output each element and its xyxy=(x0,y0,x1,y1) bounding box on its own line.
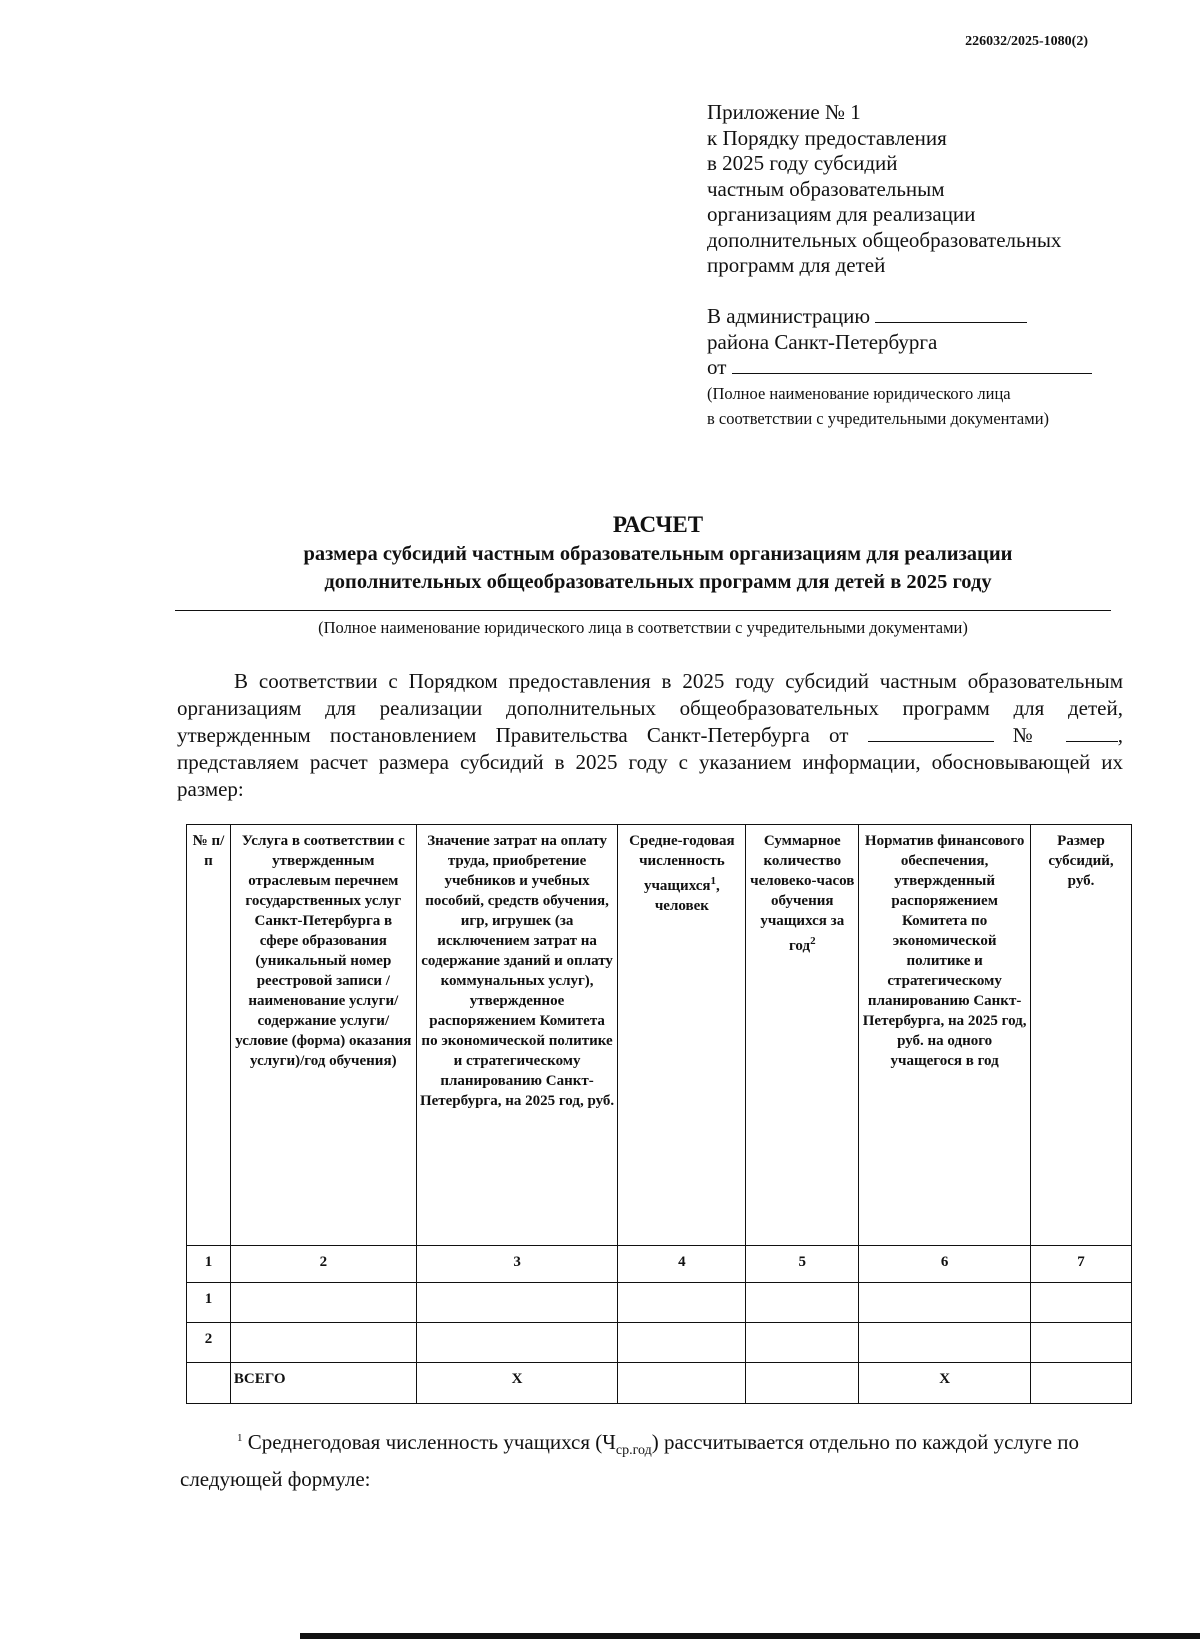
footnote-number: 1 xyxy=(237,1432,243,1444)
footnote xyxy=(180,1424,1128,1494)
header-cell: Размер субсидий, руб. xyxy=(1031,825,1132,1246)
document-number: 226032/2025-1080(2) xyxy=(965,34,1088,49)
document-title xyxy=(175,510,1141,596)
table-cell xyxy=(746,1323,859,1363)
header-cell xyxy=(618,825,746,1246)
table-cell xyxy=(618,1283,746,1323)
recipient-note-1: (Полное наименование юридического лица xyxy=(707,383,1011,403)
appendix-line: организациям для реализации xyxy=(707,202,976,226)
table-cell xyxy=(746,1283,859,1323)
recipient-from: от xyxy=(707,355,727,379)
header-cell-text: Средне-годовая численность учащихся xyxy=(629,833,735,894)
appendix-line: частным образовательным xyxy=(707,176,945,201)
recipient-to: В администрацию xyxy=(707,304,871,328)
header-cell-suffix: , человек xyxy=(654,878,720,914)
column-number: 4 xyxy=(618,1246,746,1283)
table-cell xyxy=(230,1283,416,1323)
footnote-mark: 1 xyxy=(710,875,717,887)
column-number: 1 xyxy=(187,1246,231,1283)
table-cell xyxy=(618,1363,746,1404)
appendix-block xyxy=(707,100,1061,279)
body-from: от xyxy=(828,723,849,747)
table-cell xyxy=(1031,1283,1132,1323)
title-sub-line-1: размера субсидий частным образовательным организациям для реализации xyxy=(303,543,1013,565)
footnote-text-b: ) рассчитывается отдельно по каждой услуге по следующей формуле: xyxy=(180,1430,1080,1492)
table-cell xyxy=(1031,1363,1132,1404)
body-text-1: В соответствии с Порядком предоставления в 2025 году субсидий частным образовательным организациям для реализации дополнительных общеобразовательных программ для детей, утвержденным постановлением Правительства Санкт-Петербурга xyxy=(177,669,1123,747)
column-number: 5 xyxy=(746,1246,859,1283)
body-number-sign: № xyxy=(1012,723,1047,747)
table-cell xyxy=(859,1323,1031,1363)
title-sub-line-2: дополнительных общеобразовательных программ для детей в 2025 году xyxy=(324,571,992,593)
header-cell xyxy=(746,825,859,1246)
org-name-blank-line xyxy=(175,610,1111,611)
body-paragraph xyxy=(177,668,1123,803)
row-number: 2 xyxy=(187,1323,231,1363)
column-number: 2 xyxy=(230,1246,416,1283)
column-number: 6 xyxy=(859,1246,1031,1283)
column-number-row xyxy=(187,1246,1132,1283)
recipient-note-2: в соответствии с учредительными документами) xyxy=(707,408,1050,428)
table-cell xyxy=(859,1283,1031,1323)
appendix-line: в 2025 году субсидий xyxy=(707,151,898,175)
recipient-district: района Санкт-Петербурга xyxy=(707,329,938,354)
appendix-line: к Порядку предоставления xyxy=(707,125,947,150)
total-label: ВСЕГО xyxy=(230,1363,416,1404)
org-name-caption: (Полное наименование юридического лица в соответствии с учредительными документами) xyxy=(318,618,968,637)
number-blank-line xyxy=(1066,725,1118,742)
table-header-row xyxy=(187,825,1132,1246)
footnote-text-a: Среднегодовая численность учащихся (Ч xyxy=(247,1430,616,1454)
sender-blank-line xyxy=(732,355,1092,374)
row-number: 1 xyxy=(187,1283,231,1323)
header-cell: Значение затрат на оплату труда, приобретение учебников и учебных пособий, средств обучения, игр, игрушек (за исключением затрат на содержание зданий и оплату коммунальных услуг), утвержденное распоряжением Комитета по экономической политике и стратегическому планированию Санкт-Петербурга, на 2025 год, руб. xyxy=(416,825,618,1246)
header-cell: № п/п xyxy=(187,825,231,1246)
table-cell xyxy=(746,1363,859,1404)
table-row xyxy=(187,1323,1132,1363)
table-cell xyxy=(187,1363,231,1404)
appendix-line: дополнительных общеобразовательных xyxy=(707,227,1062,252)
header-cell: Услуга в соответствии с утвержденным отраслевым перечнем государственных услуг Санкт-Петербурга в сфере образования (уникальный номер реестровой записи /наименование услуги/содержание услуги/условие (форма) оказания услуги)/год обучения) xyxy=(230,825,416,1246)
footnote-mark: 2 xyxy=(810,935,816,947)
subsidy-calculation-table xyxy=(186,824,1132,1404)
table-row xyxy=(187,1283,1132,1323)
appendix-line: Приложение № 1 xyxy=(707,100,861,124)
recipient-block xyxy=(707,304,1092,431)
appendix-line: программ для детей xyxy=(707,253,886,277)
title-main: РАСЧЕТ xyxy=(612,512,704,537)
table-cell xyxy=(1031,1323,1132,1363)
district-blank-line xyxy=(875,304,1027,323)
header-cell-text: Суммарное количество человеко-часов обучения учащихся за год xyxy=(750,833,855,954)
body-text-2: , представляем расчет размера субсидий в 2025 году с указанием информации, обосновывающей их размер: xyxy=(177,723,1124,801)
date-blank-line xyxy=(868,725,994,742)
table-cell xyxy=(416,1283,618,1323)
total-col3-mark: Х xyxy=(416,1363,618,1404)
total-col6-mark: Х xyxy=(859,1363,1031,1404)
header-cell: Норматив финансового обеспечения, утвержденный распоряжением Комитета по экономической политике и стратегическому планированию Санкт-Петербурга, на 2025 год, руб. на одного учащегося в год xyxy=(859,825,1031,1246)
column-number: 3 xyxy=(416,1246,618,1283)
table-cell xyxy=(618,1323,746,1363)
scan-bottom-edge xyxy=(300,1633,1200,1639)
footnote-subscript: ср.год xyxy=(615,1443,652,1459)
column-number: 7 xyxy=(1031,1246,1132,1283)
total-row xyxy=(187,1363,1132,1404)
table-cell xyxy=(416,1323,618,1363)
table-cell xyxy=(230,1323,416,1363)
